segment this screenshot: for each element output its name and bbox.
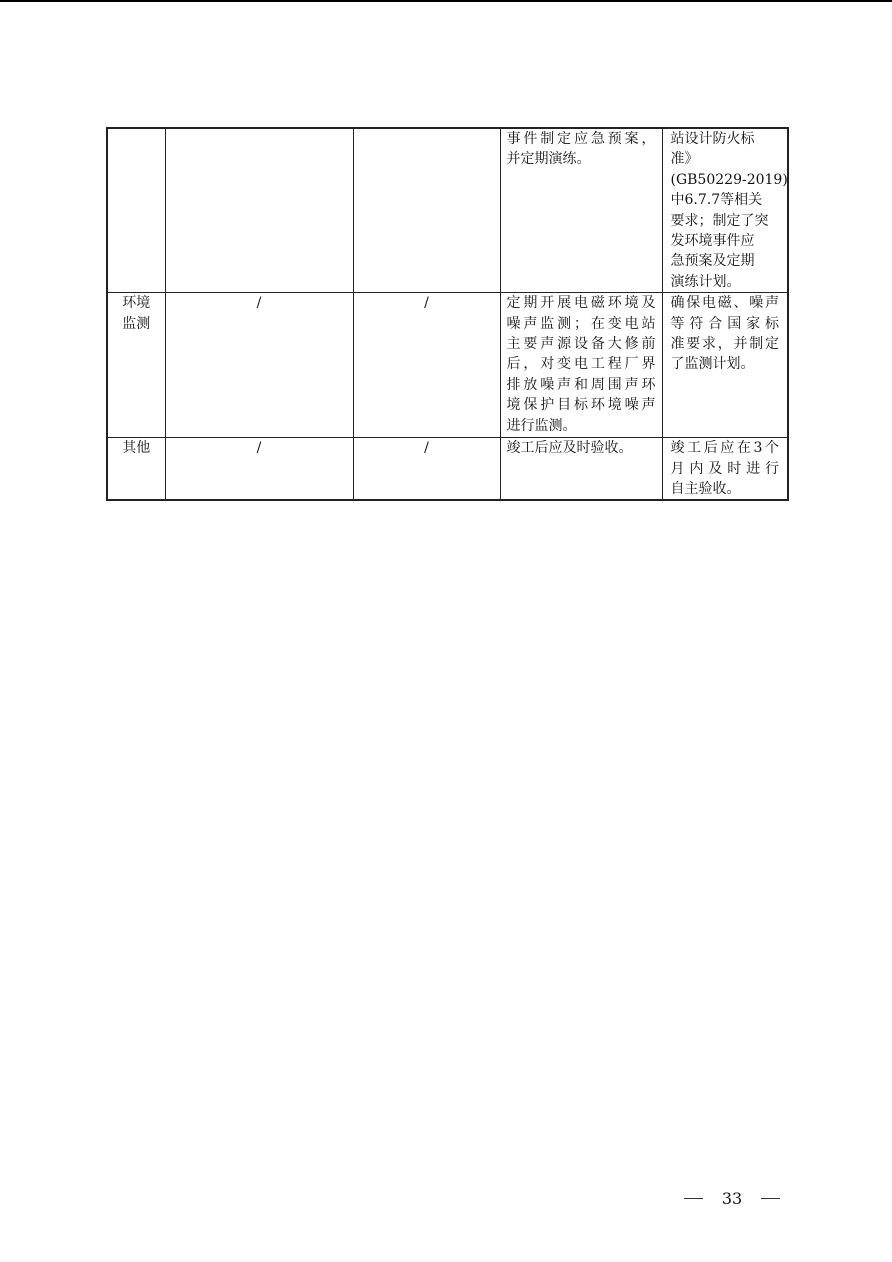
category-line: 其他	[122, 440, 151, 457]
category-cell	[107, 128, 165, 293]
measure-cell	[500, 293, 662, 438]
result-line: 急预案及定期	[670, 253, 755, 270]
result-line: 准》	[670, 151, 699, 168]
result-line: 了监测计划。	[670, 356, 755, 373]
result-line: 准要求，并制定	[670, 336, 779, 353]
measure-cell	[500, 438, 662, 501]
measure-line: 进行监测。	[506, 417, 577, 434]
result-line: 中6.7.7等相关	[670, 192, 763, 209]
dash-decoration	[761, 1198, 780, 1199]
top-border-rule	[0, 0, 892, 2]
measure-line: 事件制定应急预案，	[506, 131, 656, 147]
environmental-measures-table	[106, 127, 789, 501]
result-cell	[662, 438, 788, 501]
dash-decoration	[684, 1198, 703, 1199]
result-line: 自主验收。	[670, 481, 741, 498]
construction-phase-cell	[165, 128, 353, 293]
category-cell	[107, 293, 165, 438]
category-line: 监测	[122, 315, 151, 332]
measure-line: 竣工后应及时验收。	[506, 440, 633, 457]
result-line: 月内及时进行	[670, 460, 779, 477]
result-line: (GB50229-2019)	[670, 171, 788, 188]
result-line: 竣工后应在3个	[670, 440, 779, 457]
result-cell	[662, 128, 788, 293]
page-number	[684, 1186, 780, 1210]
measure-line: 噪声监测；在变电站	[506, 315, 656, 332]
result-line: 等符合国家标	[670, 315, 779, 332]
construction-phase-cell: /	[165, 438, 353, 501]
measure-line: 定期开展电磁环境及	[506, 295, 656, 312]
measure-line: 主要声源设备大修前	[506, 336, 656, 353]
table-row	[107, 438, 788, 501]
category-cell	[107, 438, 165, 501]
construction-phase-cell: /	[165, 293, 353, 438]
operation-phase-cell: /	[353, 438, 500, 501]
table-row	[107, 293, 788, 438]
result-line: 确保电磁、噪声	[670, 295, 779, 312]
result-line: 演练计划。	[670, 273, 741, 290]
category-line: 环境	[122, 295, 151, 312]
measure-line: 排放噪声和周围声环	[506, 376, 656, 393]
result-line: 要求；制定了突	[670, 212, 769, 229]
result-line: 发环境事件应	[670, 233, 755, 250]
result-line: 站设计防火标	[670, 131, 755, 147]
page-number-text: 33	[721, 1188, 743, 1208]
table-row	[107, 128, 788, 293]
result-cell	[662, 293, 788, 438]
measure-line: 后，对变电工程厂界	[506, 356, 656, 373]
measure-cell	[500, 128, 662, 293]
operation-phase-cell: /	[353, 293, 500, 438]
measure-line: 并定期演练。	[506, 151, 591, 168]
operation-phase-cell	[353, 128, 500, 293]
measure-line: 境保护目标环境噪声	[506, 397, 656, 414]
